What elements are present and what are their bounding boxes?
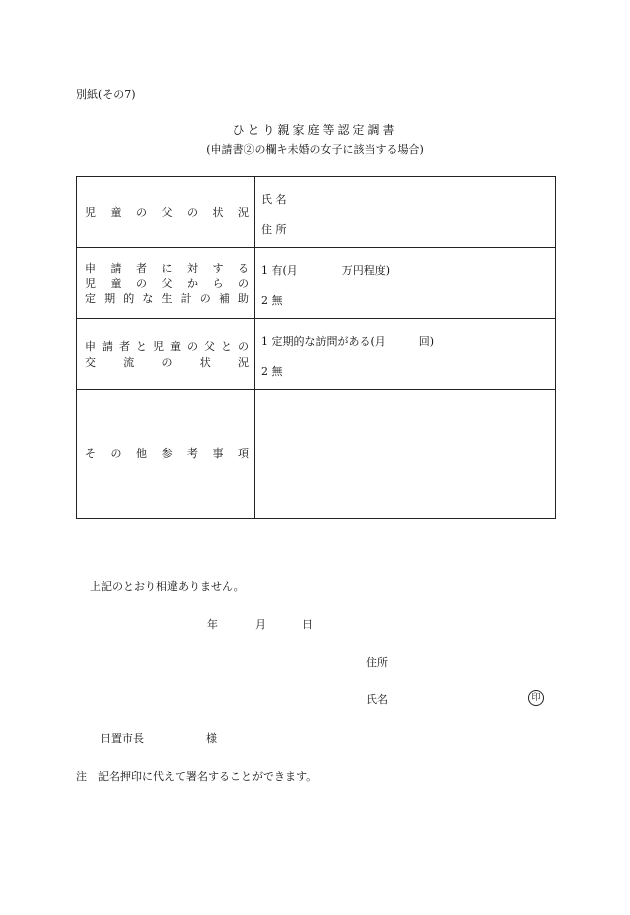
document-subtitle: (申請書②の欄キ未婚の女子に該当する場合): [206, 143, 424, 156]
label-char: 童: [170, 340, 181, 353]
date-month-label: 月: [255, 618, 266, 631]
honorific-label: 様: [206, 732, 217, 745]
date-year-label: 年: [207, 618, 218, 631]
label-line: [85, 447, 249, 461]
seal-icon: 印: [528, 690, 544, 706]
label-char: と: [221, 340, 232, 353]
label-char: 父: [204, 340, 215, 353]
label-char: 事: [212, 447, 224, 460]
table-row-financial-support: [77, 248, 555, 319]
option-yes: 1 有(月 万円程度): [261, 264, 391, 277]
label-char: 的: [123, 292, 135, 305]
label-char: 定: [85, 292, 96, 305]
label-char: 者: [119, 340, 130, 353]
declaration-statement: 上記のとおり相違ありません。: [90, 580, 245, 593]
label-char: 計: [180, 292, 192, 305]
label-char: 考: [187, 447, 198, 460]
label-line: [85, 277, 249, 291]
label-char: 童: [110, 277, 122, 290]
option-no: 2 無: [261, 294, 283, 307]
table-row-father-status: [77, 177, 555, 248]
label-char: に: [161, 262, 173, 275]
label-char: 請: [102, 340, 113, 353]
label-char: 交: [85, 356, 96, 369]
table-row-contact-status: [77, 319, 555, 390]
label-char: 対: [187, 262, 198, 275]
label-char: 項: [238, 447, 249, 460]
document-title: ひとり親家庭等認定調書: [232, 123, 398, 137]
label-line: [85, 262, 249, 276]
label-char: か: [187, 277, 198, 290]
content-cell: [255, 248, 555, 318]
label-line: [85, 206, 249, 220]
addressee-label: 日置市長: [100, 732, 144, 745]
content-cell: [255, 177, 555, 247]
label-char: 児: [153, 340, 164, 353]
label-char: 参: [161, 447, 173, 460]
label-char: 他: [136, 447, 147, 460]
label-char: の: [136, 206, 147, 219]
label-char: 父: [161, 277, 173, 290]
label-char: 児: [85, 206, 96, 219]
date-day-label: 日: [302, 618, 313, 631]
label-char: の: [161, 356, 173, 369]
label-char: 助: [238, 292, 249, 305]
applicant-name-label: 氏名: [366, 693, 388, 706]
table-row-other-notes: [77, 390, 555, 518]
label-char: す: [212, 262, 224, 275]
label-cell: [77, 177, 255, 247]
label-char: の: [110, 447, 122, 460]
label-char: 期: [104, 292, 116, 305]
label-char: の: [238, 340, 249, 353]
label-char: そ: [85, 447, 96, 460]
label-char: 況: [238, 206, 249, 219]
label-char: 申: [85, 262, 96, 275]
footnote: 注 記名押印に代えて署名することができます。: [76, 770, 318, 783]
label-char: 請: [110, 262, 122, 275]
document-label: 別紙(その7): [76, 88, 136, 101]
label-char: 生: [161, 292, 173, 305]
label-char: 流: [123, 356, 135, 369]
label-cell: [77, 319, 255, 389]
label-char: 者: [136, 262, 147, 275]
label-cell: [77, 390, 255, 518]
label-char: の: [238, 277, 249, 290]
label-char: 況: [238, 356, 249, 369]
label-char: な: [142, 292, 154, 305]
label-char: の: [199, 292, 211, 305]
notes-cell[interactable]: [255, 390, 555, 518]
label-char: と: [136, 340, 147, 353]
label-char: 父: [161, 206, 173, 219]
label-char: 状: [212, 206, 224, 219]
form-table: [76, 176, 556, 519]
label-char: ら: [212, 277, 224, 290]
label-char: 状: [199, 356, 211, 369]
label-line: [85, 356, 249, 370]
option-no: 2 無: [261, 365, 283, 378]
label-char: 児: [85, 277, 96, 290]
label-char: る: [238, 262, 249, 275]
label-char: の: [136, 277, 147, 290]
label-char: 童: [110, 206, 122, 219]
option-regular-visits: 1 定期的な訪問がある(月 回): [261, 335, 435, 348]
label-char: の: [187, 340, 198, 353]
name-field-label: 氏 名: [261, 193, 287, 206]
label-char: の: [187, 206, 198, 219]
address-field-label: 住 所: [261, 223, 287, 236]
label-line: [85, 340, 249, 354]
label-char: 申: [85, 340, 96, 353]
content-cell: [255, 319, 555, 389]
label-line: [85, 292, 249, 306]
applicant-address-label: 住所: [366, 656, 388, 669]
label-cell: [77, 248, 255, 318]
label-char: 補: [218, 292, 230, 305]
